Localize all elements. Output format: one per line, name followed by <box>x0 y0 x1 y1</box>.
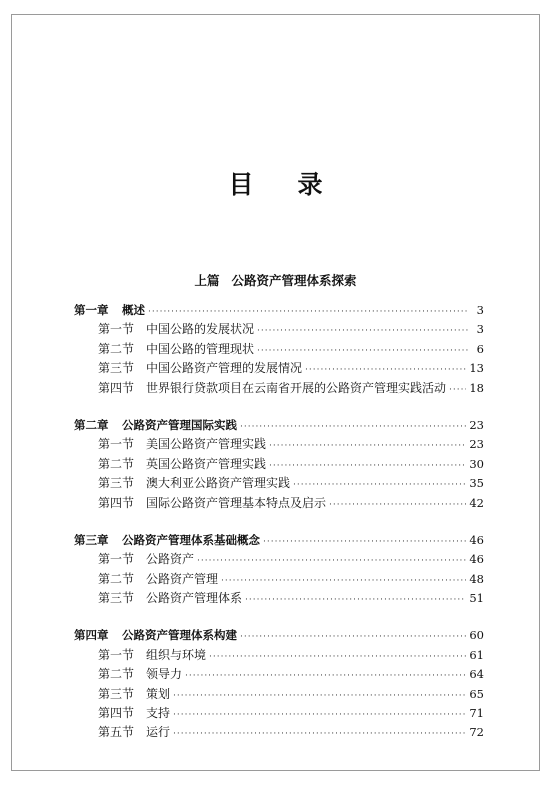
section-page: 35 <box>469 476 484 491</box>
toc-chapter-row[interactable] <box>74 626 484 645</box>
section-page: 6 <box>476 341 484 356</box>
toc-section-row[interactable] <box>74 359 484 378</box>
section-number: 第四节 <box>98 495 135 510</box>
dot-leader <box>245 591 466 610</box>
section-number: 第二节 <box>98 571 135 586</box>
section-title: 澳大利亚公路资产管理实践 <box>146 476 291 491</box>
section-page: 64 <box>469 667 484 682</box>
section-number: 第五节 <box>98 725 135 740</box>
chapter-number: 第一章 <box>74 303 109 317</box>
part-label: 上篇 <box>194 273 220 288</box>
section-page: 51 <box>469 591 484 606</box>
toc-section-row[interactable] <box>74 704 484 723</box>
toc-section-row[interactable] <box>74 550 484 569</box>
section-title: 中国公路的发展状况 <box>146 322 255 337</box>
section-number: 第二节 <box>98 456 135 471</box>
section-title: 公路资产管理体系 <box>146 591 243 606</box>
section-number: 第四节 <box>98 706 135 721</box>
section-page: 18 <box>469 380 484 395</box>
section-title: 美国公路资产管理实践 <box>146 437 267 452</box>
section-number: 第二节 <box>98 341 135 356</box>
section-number: 第三节 <box>98 361 135 376</box>
section-number: 第二节 <box>98 667 135 682</box>
toc-section-row[interactable] <box>74 320 484 339</box>
part-heading <box>12 271 539 289</box>
section-title: 国际公路资产管理基本特点及启示 <box>146 495 327 510</box>
chapter-title: 公路资产管理体系构建 <box>122 628 237 643</box>
section-number: 第一节 <box>98 437 135 452</box>
section-title: 公路资产管理 <box>146 571 219 586</box>
section-number: 第三节 <box>98 686 135 701</box>
section-page: 48 <box>469 571 484 586</box>
page-title <box>12 165 539 201</box>
chapter-spacer <box>74 513 484 531</box>
title-char-1: 目 <box>228 170 254 199</box>
section-title: 公路资产 <box>146 552 195 567</box>
section-page: 13 <box>469 361 484 376</box>
title-char-2: 录 <box>297 170 323 199</box>
chapter-number: 第二章 <box>74 417 109 432</box>
toc-section-row[interactable] <box>74 589 484 608</box>
toc-section-row[interactable] <box>74 723 484 742</box>
section-page: 65 <box>469 686 484 701</box>
dot-leader <box>173 725 466 744</box>
toc-section-row[interactable] <box>74 379 484 398</box>
chapter-number: 第四章 <box>74 628 109 643</box>
toc-section-row[interactable] <box>74 570 484 589</box>
section-title: 中国公路的管理现状 <box>146 341 255 356</box>
toc-section-row[interactable] <box>74 665 484 684</box>
toc-section-row[interactable] <box>74 340 484 359</box>
section-page: 30 <box>469 456 484 471</box>
dot-leader <box>329 496 466 515</box>
toc-section-row[interactable] <box>74 646 484 665</box>
chapter-title: 公路资产管理体系基础概念 <box>122 532 260 547</box>
toc-section-row[interactable] <box>74 494 484 513</box>
section-page: 42 <box>469 495 484 510</box>
toc-chapter-row[interactable] <box>74 301 484 320</box>
dot-leader <box>449 381 466 400</box>
chapter-page: 60 <box>469 628 484 643</box>
section-page: 61 <box>469 647 484 662</box>
section-number: 第一节 <box>98 552 135 567</box>
chapter-page: 3 <box>476 303 484 317</box>
chapter-title: 概述 <box>122 303 145 317</box>
section-number: 第三节 <box>98 591 135 606</box>
section-title: 中国公路资产管理的发展情况 <box>146 361 303 376</box>
section-page: 72 <box>469 725 484 740</box>
chapter-number: 第三章 <box>74 532 109 547</box>
section-title: 策划 <box>146 686 171 701</box>
chapter-title: 公路资产管理国际实践 <box>122 417 237 432</box>
section-page: 46 <box>469 552 484 567</box>
document-page <box>11 14 540 771</box>
toc-section-row[interactable] <box>74 435 484 454</box>
section-page: 71 <box>469 706 484 721</box>
section-page: 23 <box>469 437 484 452</box>
section-title: 世界银行贷款项目在云南省开展的公路资产管理实践活动 <box>146 380 447 395</box>
section-title: 运行 <box>146 725 171 740</box>
chapter-page: 23 <box>469 417 484 432</box>
section-page: 3 <box>476 322 484 337</box>
table-of-contents <box>74 301 484 743</box>
toc-section-row[interactable] <box>74 474 484 493</box>
toc-section-row[interactable] <box>74 685 484 704</box>
toc-section-row[interactable] <box>74 455 484 474</box>
chapter-page: 46 <box>469 532 484 547</box>
chapter-spacer <box>74 608 484 626</box>
toc-chapter-row[interactable] <box>74 416 484 435</box>
section-number: 第一节 <box>98 322 135 337</box>
section-title: 支持 <box>146 706 171 721</box>
chapter-spacer <box>74 398 484 416</box>
section-number: 第一节 <box>98 647 135 662</box>
section-number: 第四节 <box>98 380 135 395</box>
part-title: 公路资产管理体系探索 <box>231 273 357 288</box>
section-title: 英国公路资产管理实践 <box>146 456 267 471</box>
section-number: 第三节 <box>98 476 135 491</box>
toc-chapter-row[interactable] <box>74 531 484 550</box>
section-title: 组织与环境 <box>146 647 207 662</box>
section-title: 领导力 <box>146 667 183 682</box>
